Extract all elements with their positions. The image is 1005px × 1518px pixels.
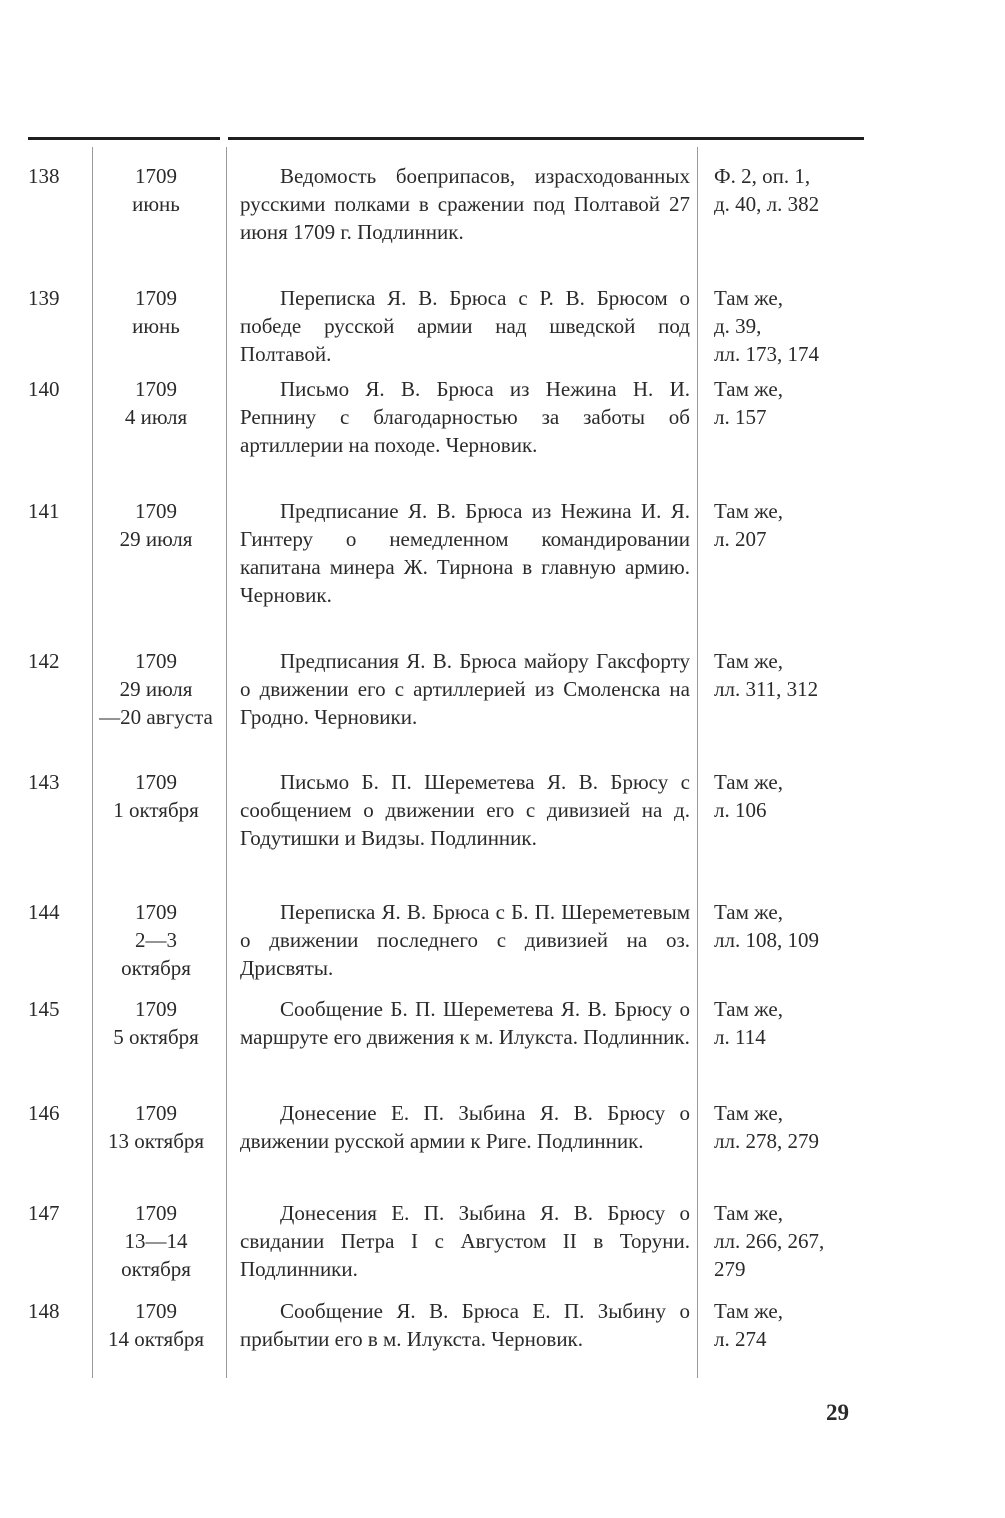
entry-number: 143 bbox=[28, 770, 60, 794]
entry-description: Сообщение Я. В. Брюса Е. П. Зыбину о прибытии его в м. Илукста. Черновик. bbox=[240, 1299, 690, 1351]
entry-description: Донесение Е. П. Зыбина Я. В. Брюсу о движении русской армии к Риге. Подлинник. bbox=[240, 1101, 690, 1153]
column-divider bbox=[92, 147, 93, 1378]
entry-description: Переписка Я. В. Брюса с Б. П. Шереметевым о движении последнего с дивизией на оз. Дрисвяты. bbox=[240, 900, 690, 980]
entry-reference: Там же, лл. 311, 312 bbox=[714, 649, 819, 701]
entry-date: 1709 13 октября bbox=[107, 1101, 205, 1153]
entry-date: 1709 июнь bbox=[132, 286, 180, 338]
entry-description: Ведомость боеприпасов, израсходованных русскими полками в сражении под Полтавой 27 июня 1709 г. Подлинник. bbox=[240, 164, 690, 244]
entry-date: 1709 13—14 октября bbox=[121, 1201, 191, 1281]
entry-description: Переписка Я. В. Брюса с Р. В. Брюсом о победе русской армии над шведской под Полтавой. bbox=[240, 286, 690, 366]
entry-reference: Там же, лл. 108, 109 bbox=[714, 900, 819, 952]
top-rule-right bbox=[228, 137, 864, 140]
entry-date: 1709 4 июля bbox=[124, 377, 188, 429]
entry-number: 148 bbox=[28, 1299, 60, 1323]
entry-reference: Там же, л. 157 bbox=[714, 377, 783, 429]
entry-reference: Там же, л. 106 bbox=[714, 770, 783, 822]
entry-number: 147 bbox=[28, 1201, 60, 1225]
entry-date: 1709 2—3 октября bbox=[121, 900, 191, 980]
entry-number: 146 bbox=[28, 1101, 60, 1125]
entry-number: 145 bbox=[28, 997, 60, 1021]
entry-description: Сообщение Б. П. Шереметева Я. В. Брюсу о маршруте его движения к м. Илукста. Подлинник. bbox=[240, 997, 690, 1049]
entry-date: 1709 14 октября bbox=[107, 1299, 205, 1351]
entry-reference: Там же, л. 274 bbox=[714, 1299, 783, 1351]
column-divider bbox=[226, 147, 227, 1378]
entry-number: 138 bbox=[28, 164, 60, 188]
entry-date: 1709 29 июля bbox=[119, 499, 193, 551]
entry-date: 1709 29 июля —20 августа bbox=[99, 649, 213, 729]
entry-description: Письмо Б. П. Шереметева Я. В. Брюсу с сообщением о движении его с дивизией на д. Годутишки и Видзы. Подлинник. bbox=[240, 770, 690, 850]
entry-description: Предписание Я. В. Брюса из Нежина И. Я. Гинтеру о немедленном командировании капитана минера Ж. Тирнона в главную армию. Черновик. bbox=[240, 499, 690, 607]
entry-number: 140 bbox=[28, 377, 60, 401]
entry-reference: Ф. 2, оп. 1, д. 40, л. 382 bbox=[714, 164, 820, 216]
entry-description: Письмо Я. В. Брюса из Нежина Н. И. Репнину с благодарностью за заботы об артиллерии на походе. Черновик. bbox=[240, 377, 690, 457]
top-rule-left bbox=[28, 137, 220, 140]
entry-date: 1709 5 октября bbox=[113, 997, 199, 1049]
entry-reference: Там же, лл. 266, 267, 279 bbox=[714, 1201, 825, 1281]
entry-number: 144 bbox=[28, 900, 60, 924]
page-number: 29 bbox=[826, 1400, 849, 1425]
column-divider bbox=[697, 147, 698, 1378]
entry-reference: Там же, д. 39, лл. 173, 174 bbox=[714, 286, 819, 366]
entry-number: 139 bbox=[28, 286, 60, 310]
entry-number: 142 bbox=[28, 649, 60, 673]
entry-reference: Там же, лл. 278, 279 bbox=[714, 1101, 819, 1153]
entry-reference: Там же, л. 114 bbox=[714, 997, 783, 1049]
entry-date: 1709 1 октября bbox=[113, 770, 199, 822]
entry-description: Предписания Я. В. Брюса майору Гаксфорту о движении его с артиллерией из Смоленска на Гродно. Черновики. bbox=[240, 649, 690, 729]
entry-reference: Там же, л. 207 bbox=[714, 499, 783, 551]
entry-date: 1709 июнь bbox=[132, 164, 180, 216]
entry-number: 141 bbox=[28, 499, 60, 523]
entry-description: Донесения Е. П. Зыбина Я. В. Брюсу о свидании Петра I с Августом II в Торуни. Подлинники. bbox=[240, 1201, 690, 1281]
